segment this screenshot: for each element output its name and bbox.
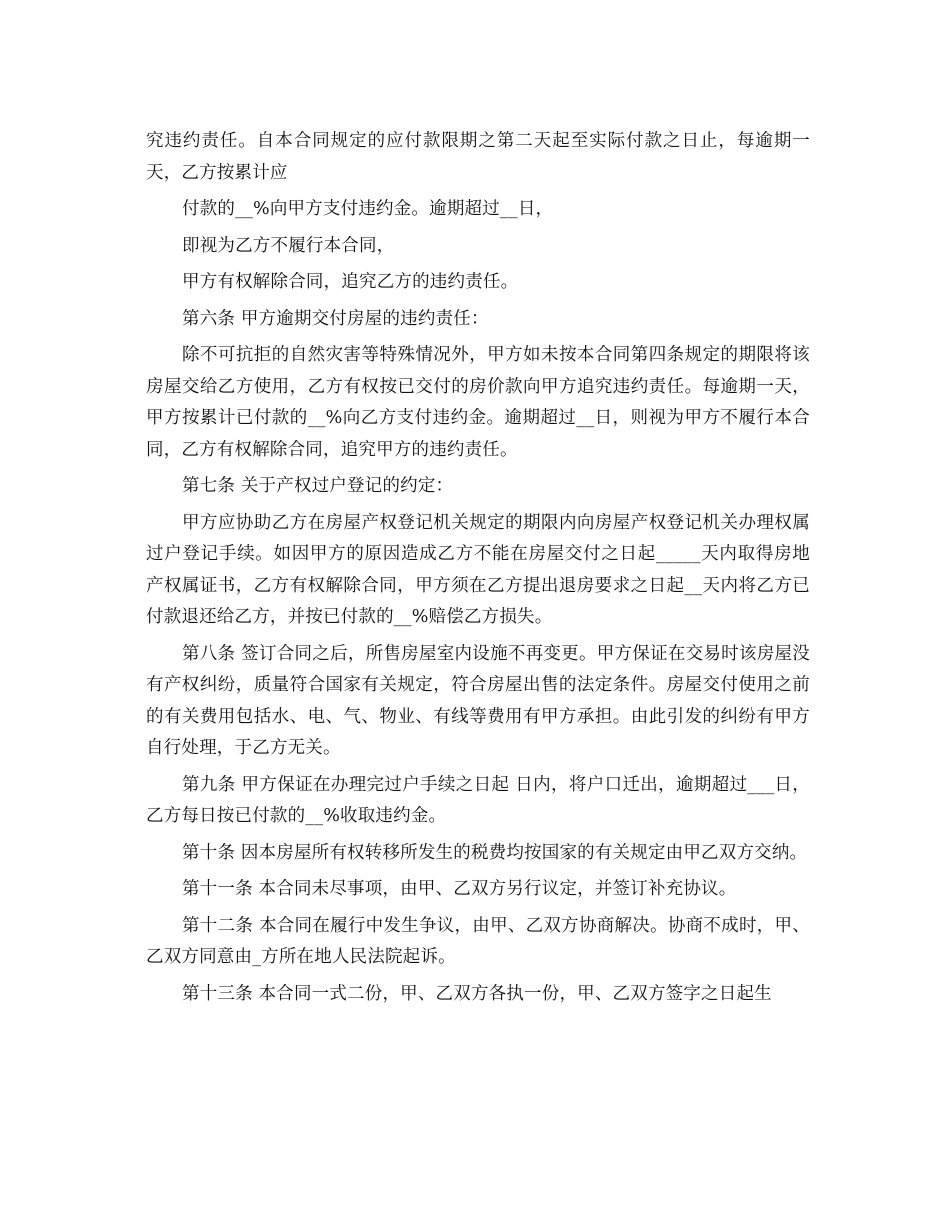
document-page <box>146 126 810 1010</box>
article-8: 第八条 签订合同之后，所售房屋室内设施不再变更。甲方保证在交易时该房屋没有产权纠纷，质量符合国家有关规定，符合房屋出售的法定条件。房屋交付使用之前的有关费用包括水、电、气、物业、有线等费用有甲方承担。由此引发的纠纷有甲方自行处理，于乙方无关。 <box>146 643 810 758</box>
paragraph-breach-deemed: 即视为乙方不履行本合同， <box>182 235 395 256</box>
article-10: 第十条 因本房屋所有权转移所发生的税费均按国家的有关规定由甲乙双方交纳。 <box>182 842 808 863</box>
article-11: 第十一条 本合同未尽事项，由甲、乙双方另行议定，并签订补充协议。 <box>182 879 737 899</box>
article-9: 第九条 甲方保证在办理完过户手续之日起 日内，将户口迁出，逾期超过___日，乙方每日按已付款的__%收取违约金。 <box>146 774 810 826</box>
article-7-body: 甲方应协助乙方在房屋产权登记机关规定的期限内向房屋产权登记机关办理权属过户登记手续。如因甲方的原因造成乙方不能在房屋交付之日起_____天内取得房地产权属证书，乙方有权解除合同，甲方须在乙方提出退房要求之日起__天内将乙方已付款退还给乙方，并按已付款的__%赔偿乙方损失。 <box>146 512 810 627</box>
paragraph-penalty-rate: 付款的__%向甲方支付违约金。逾期超过__日， <box>182 199 554 219</box>
article-6-heading: 第六条 甲方逾期交付房屋的违约责任： <box>182 308 489 329</box>
article-13: 第十三条 本合同一式二份，甲、乙双方各执一份，甲、乙双方签字之日起生 <box>182 983 772 1004</box>
article-12: 第十二条 本合同在履行中发生争议，由甲、乙双方协商解决。协商不成时，甲、乙双方同意由_方所在地人民法院起诉。 <box>146 915 810 967</box>
paragraph-termination-right: 甲方有权解除合同，追究乙方的违约责任。 <box>182 272 519 292</box>
article-6-body: 除不可抗拒的自然灾害等特殊情况外，甲方如未按本合同第四条规定的期限将该房屋交给乙方使用，乙方有权按已交付的房价款向甲方追究违约责任。每逾期一天，甲方按累计已付款的__%向乙方支付违约金。逾期超过__日，则视为甲方不履行本合同，乙方有权解除合同，追究甲方的违约责任。 <box>146 345 810 460</box>
paragraph-continuation: 究违约责任。自本合同规定的应付款限期之第二天起至实际付款之日止，每逾期一天，乙方按累计应 <box>146 131 810 183</box>
article-7-heading: 第七条 关于产权过户登记的约定： <box>182 476 454 496</box>
